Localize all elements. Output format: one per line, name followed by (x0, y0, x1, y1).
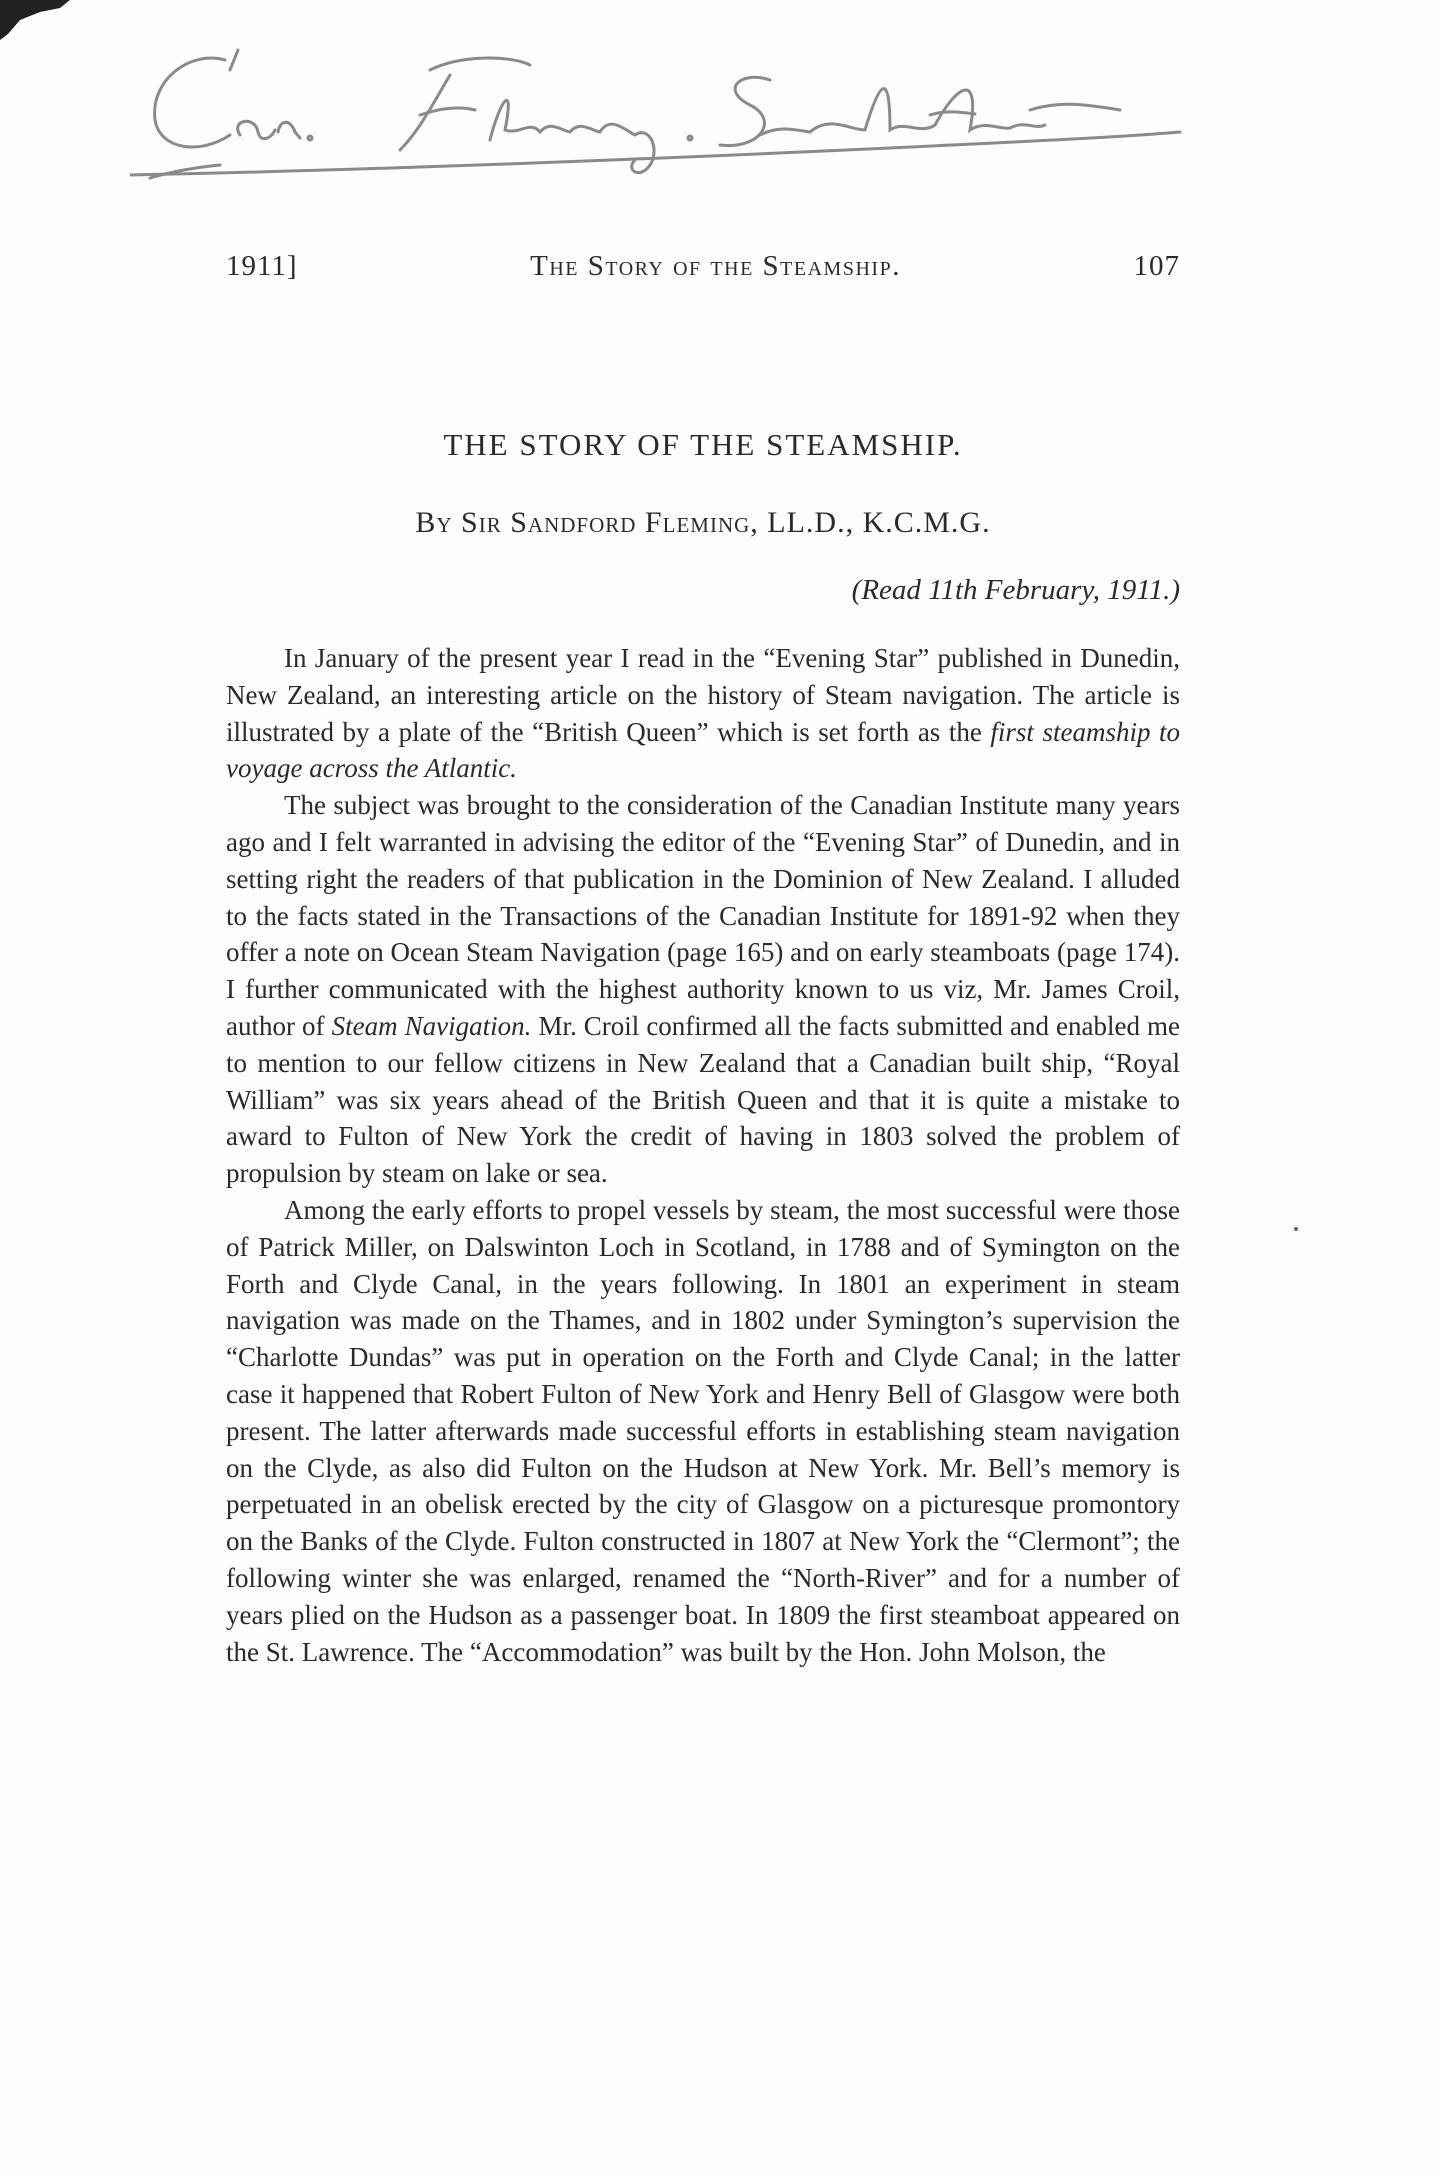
article-byline: By Sir Sandford Fleming, LL.D., K.C.M.G. (415, 506, 991, 539)
paragraph-1-italic: first steamship to voyage across the Atlantic. (226, 716, 1180, 784)
paragraph-1-text: In January of the present year I read in the “Evening Star” published in Dunedin, New Zealand, an interesting article on the history of Steam navigation. The article is illustrated by a plate of the “British Queen” which is set forth as the (226, 643, 1180, 747)
paragraph-2 (226, 787, 1180, 1192)
article-title: THE STORY OF THE STEAMSHIP. (443, 427, 963, 462)
handwritten-signature (130, 20, 1200, 190)
running-head-title: The Story of the Steamship. (530, 250, 901, 282)
paragraph-2-rest: Mr. Croil confirmed all the facts submitted and enabled me to mention to our fellow citizens in New Zealand that a Canadian built ship, “Royal William” was six years ahead of the British Queen and that it is quite a mistake to award to Fulton of New York the credit of having in 1803 solved the problem of propulsion by steam on lake or sea. (226, 1010, 1181, 1189)
scan-speck (1294, 1227, 1298, 1231)
running-head (226, 250, 1180, 294)
read-date: (Read 11th February, 1911.) (851, 574, 1180, 606)
paragraph-2-text: The subject was brought to the consideration of the Canadian Institute many years ago and I felt warranted in advising the editor of the “Evening Star” of Dunedin, and in setting right the readers of that publication in the Dominion of New Zealand. I alluded to the facts stated in the Transactions of the Canadian Institute for 1891-92 when they offer a note on Ocean Steam Navigation (page 165) and on early steamboats (page 174). I further communicated with the highest authority known to us viz, Mr. James Croil, author of (226, 790, 1180, 1041)
paragraph-2-italic: Steam Navigation. (331, 1010, 532, 1041)
paragraph-3-text: Among the early efforts to propel vessels by steam, the most successful were those of Patrick Miller, on Dalswinton Loch in Scotland, in 1788 and of Symington on the Forth and Clyde Canal, in the years following. In 1801 an experiment in steam navigation was made on the Thames, and in 1802 under Symington’s supervision the “Charlotte Dundas” was put in operation on the Forth and Clyde Canal; in the latter case it happened that Robert Fulton of New York and Henry Bell of Glasgow were both present. The latter afterwards made successful efforts in establishing steam navigation on the Clyde, as also did Fulton on the Hudson at New York. Mr. Bell’s memory is perpetuated in an obelisk erected by the city of Glasgow on a picturesque promontory on the Banks of the Clyde. Fulton constructed in 1807 at New York the “Clermont”; the following winter she was enlarged, renamed the “North-River” and for a number of years plied on the Hudson as a passenger boat. In 1809 the first steamboat appeared on the St. Lawrence. The “Accommodation” was built by the Hon. John Molson, the (226, 1194, 1180, 1667)
article-body (226, 640, 1180, 1670)
running-head-year: 1911] (226, 250, 298, 282)
page-number: 107 (1133, 250, 1180, 282)
paragraph-1 (226, 640, 1180, 787)
paragraph-3 (226, 1192, 1180, 1670)
scan-corner-mark (0, 0, 70, 40)
